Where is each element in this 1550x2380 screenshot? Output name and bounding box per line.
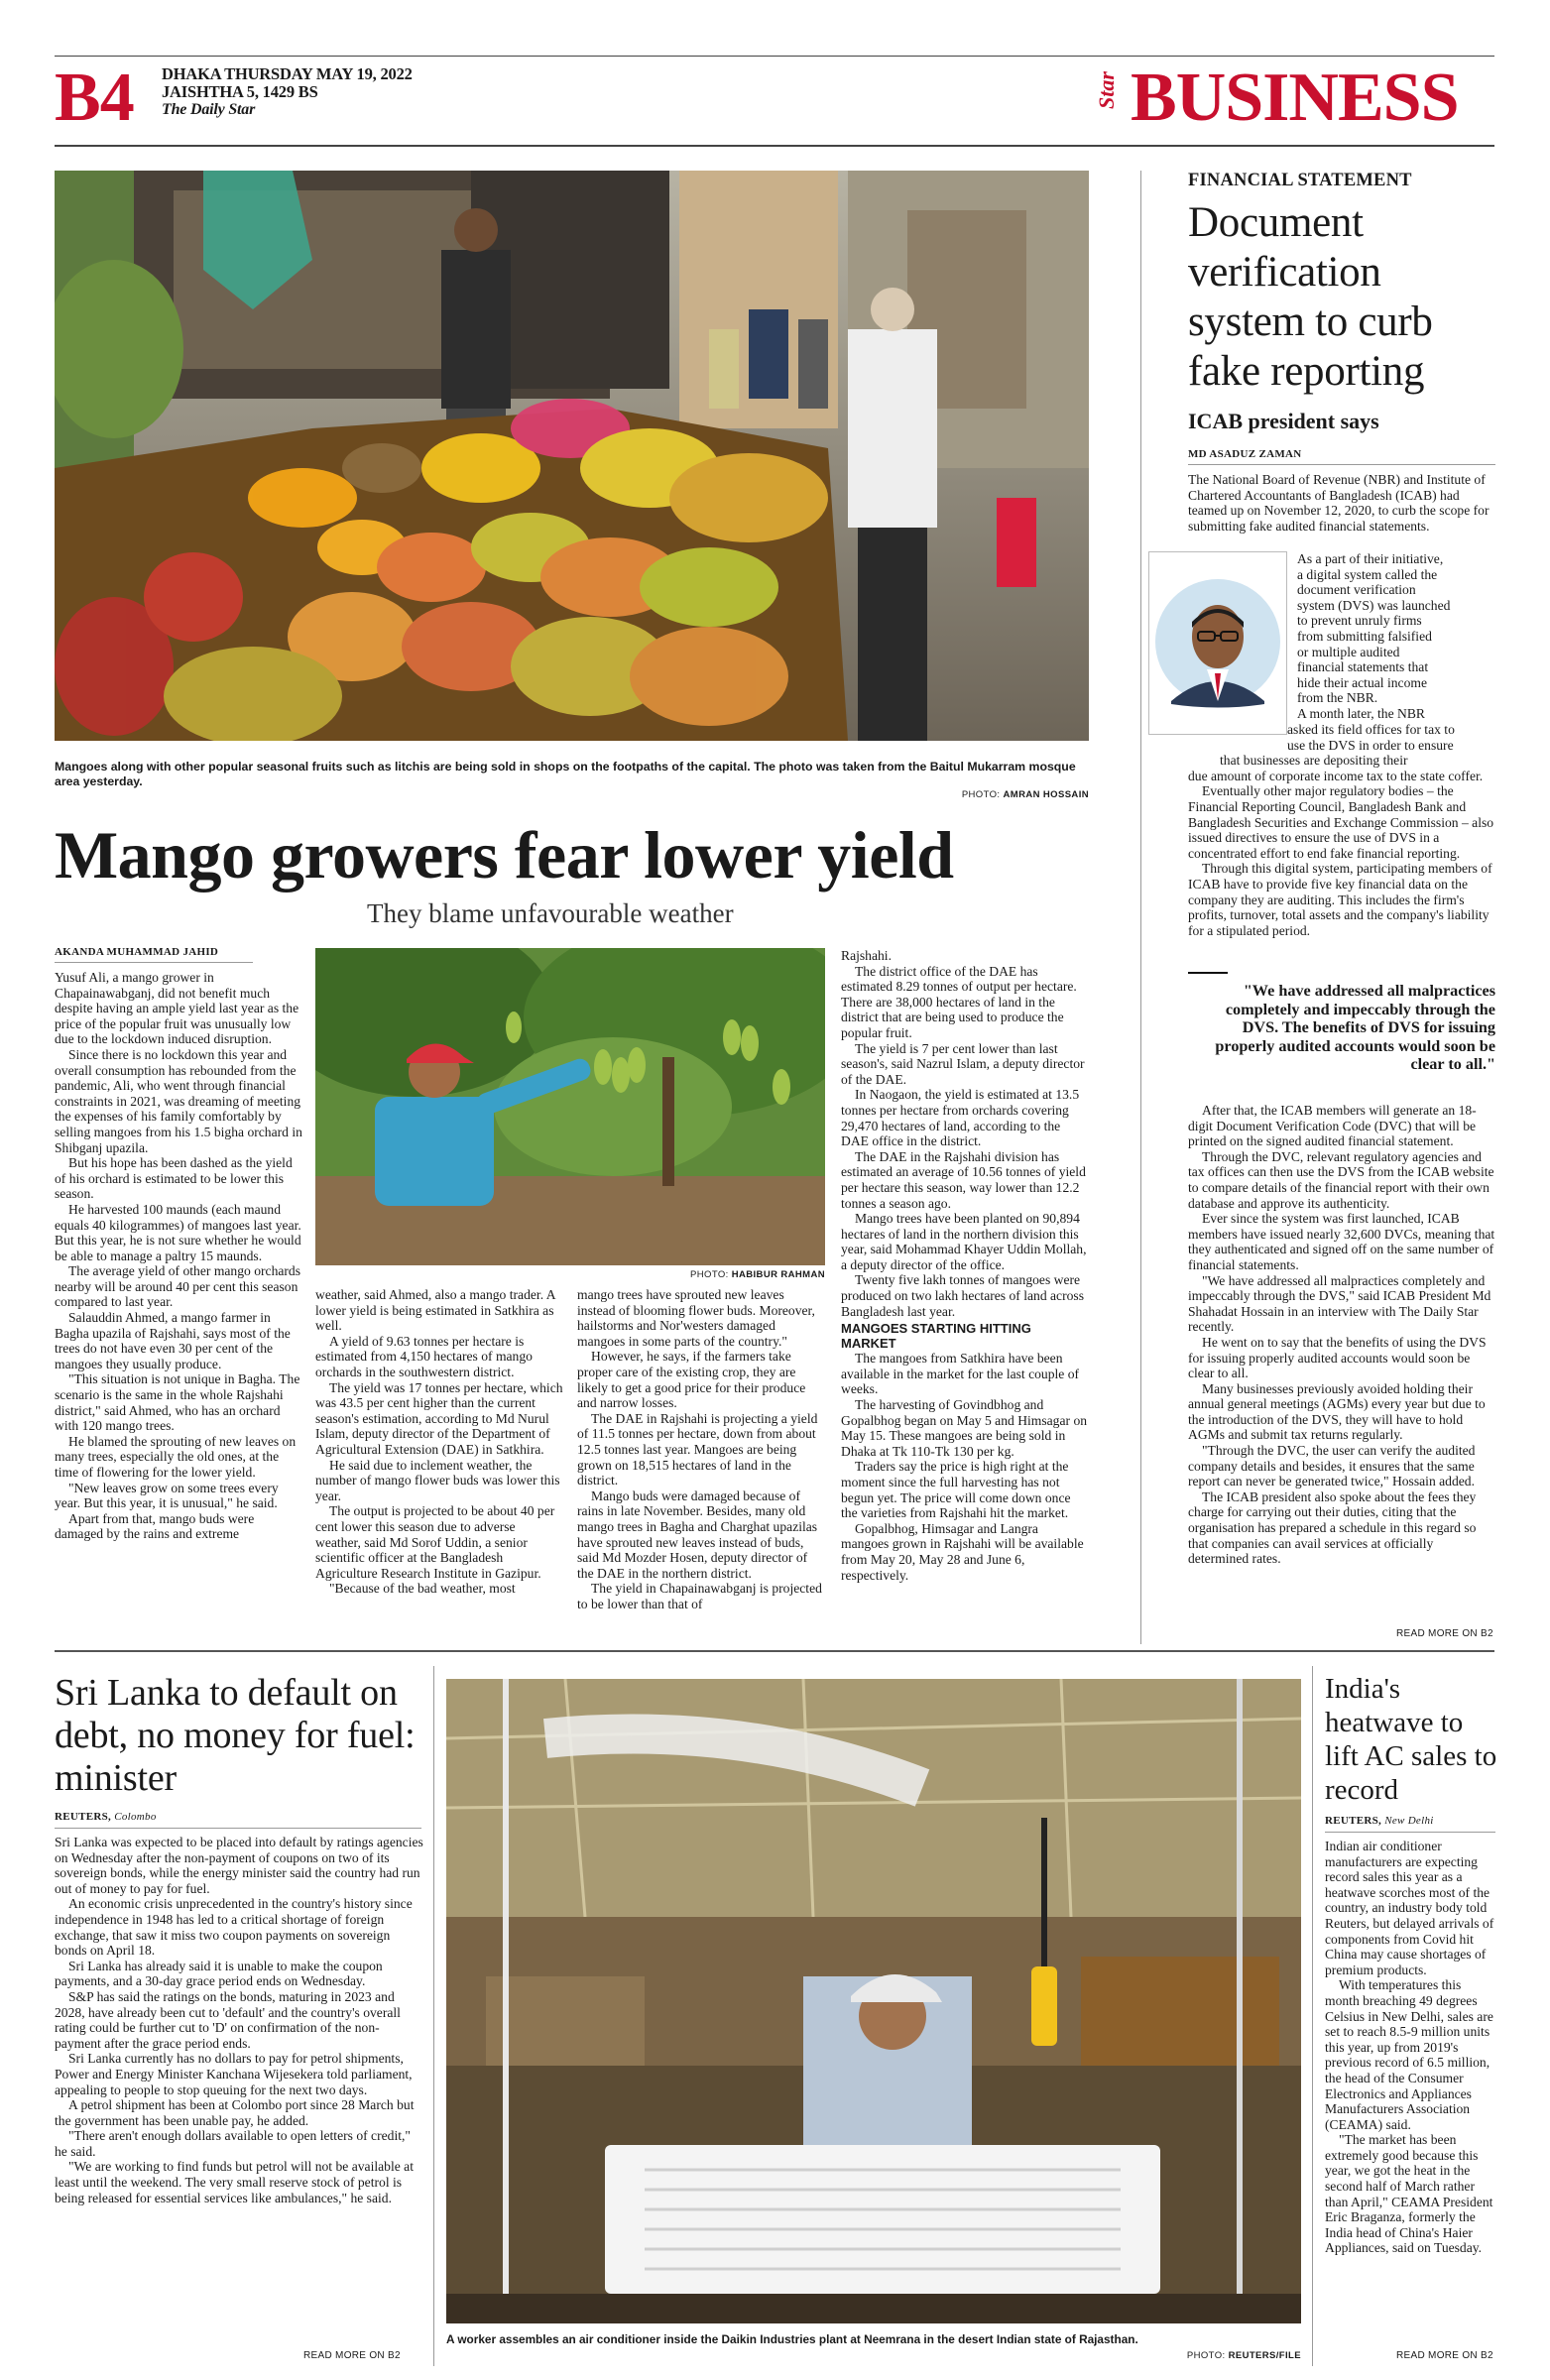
paragraph: The district office of the DAE has estimated 8.29 tonnes of output per hectare. There are 38,000 hectares of land in the district that are being used to produce the popular fruit. — [841, 963, 1077, 1040]
credit-label: PHOTO: — [961, 789, 1001, 800]
credit-name: REUTERS/FILE — [1228, 2350, 1301, 2361]
paragraph: Gopalbhog, Himsagar and Langra mangoes grown in Rajshahi will be available from May 20, May 28 and June 6, respectively. — [841, 1520, 1084, 1583]
paragraph: The ICAB president also spoke about the fees they charge for carrying out their duties, citing that the organisation has prepared a schedule in this regard so that companies can avail services at officially determined rates. — [1188, 1488, 1477, 1567]
paragraph: He said due to inclement weather, the number of mango flower buds was lower this year. — [315, 1457, 560, 1503]
paragraph: Sri Lanka was expected to be placed into default by ratings agencies on Wednesday after the non-payment of coupons on two of its sovereign bonds, while the energy minister said the country had run out of money to pay for fuel. — [55, 1835, 423, 1896]
wrap-line: to prevent unruly firms — [1297, 613, 1422, 629]
paragraph: weather, said Ahmed, also a mango trader. A lower yield is being estimated in Satkhira as well. — [315, 1287, 555, 1334]
paragraph: The yield was 17 tonnes per hectare, which was 43.5 per cent higher than the current season's estimation, according to Md Nurul Islam, deputy director of the Department of Agricultural Extension (DAE) in Satkhira. — [315, 1379, 563, 1457]
fs-byline-rule — [1188, 464, 1495, 465]
icab-president-portrait — [1148, 551, 1287, 735]
paragraph: Traders say the price is high right at the moment since the full harvesting has not begun yet. The price will come down once the varieties from Rajshahi hit the market. — [841, 1459, 1071, 1521]
paragraph: The DAE in the Rajshahi division has estimated an average of 10.56 tonnes of yield per hectare this season, way lower than 12.2 tonnes a season ago. — [841, 1148, 1086, 1211]
fs-wrap-text — [1297, 551, 1495, 722]
mango-farmer-photo — [315, 948, 825, 1265]
paragraph: But his hope has been dashed as the yield of his orchard is estimated to be lower this season. — [55, 1155, 293, 1202]
paragraph: The mangoes from Satkhira have been available in the market for the last couple of weeks. — [841, 1351, 1080, 1397]
paragraph: The average yield of other mango orchards nearby will be around 40 per cent this season compared to last year. — [55, 1263, 301, 1310]
paragraph: mango trees have sprouted new leaves instead of blooming flower buds. Moreover, hailstorms and Nor'westers damaged mangoes in some parts of the country." — [577, 1287, 815, 1349]
paragraph: Mango trees have been planted on 90,894 hectares of land in the northern division this year, said Mohammad Khayer Uddin Mollah, a deputy director of the office. — [841, 1211, 1087, 1272]
sl-byline — [55, 1811, 157, 1823]
sl-headline: Sri Lanka to default on debt, no money for fuel: minister — [55, 1672, 416, 1799]
paragraph: The harvesting of Govindbhog and Gopalbhog began on May 5 and Himsagar on May 15. These mangoes are being sold in Dhaka at Tk 110-Tk 130 per kg. — [841, 1397, 1088, 1459]
paragraph: Eventually other major regulatory bodies – the Financial Reporting Council, Bangladesh Bank and Bangladesh Securities and Exchange Commission – also issued directives to ensure the use of DVS in a concentrated effort to end fake financial reporting. — [1188, 783, 1494, 861]
masthead-top-rule — [55, 56, 1494, 57]
fs-byline: MD ASADUZ ZAMAN — [1188, 448, 1302, 460]
paragraph: With temperatures this month breaching 49 degrees Celsius in New Delhi, sales are set to reach 8.5-9 million units this year, up from 2019's previous record of 6.5 million, the head of the Consumer Electronics and Appliances Manufacturers Association (CEAMA) said. — [1325, 1977, 1493, 2132]
fs-wrap-text-lower — [1188, 722, 1495, 938]
paragraph: The yield in Chapainawabganj is projected to be lower than that of — [577, 1581, 822, 1611]
paper-name: The Daily Star — [162, 101, 256, 118]
wrap-line: that businesses are depositing their — [1220, 753, 1408, 769]
paragraph: However, he says, if the farmers take proper care of the existing crop, they are likely to get a good price for their produce and narrow losses. — [577, 1349, 806, 1411]
fs-top-paragraph: The National Board of Revenue (NBR) and Institute of Chartered Accountants of Bangladesh (ICAB) had teamed up on November 12, 2020, to curb the scope for submitting fake audited financial statements. — [1188, 472, 1490, 534]
credit-name: AMRAN HOSSAIN — [1003, 789, 1089, 800]
paragraph: The DAE in Rajshahi is projecting a yield of 11.5 tonnes per hectare, down from about 12.5 tonnes last year. Mangoes are being grown on 18,515 hectares of land in the district. — [577, 1410, 818, 1488]
paragraph: "This situation is not unique in Bagha. The scenario is the same in the whole Rajshahi district," said Ahmed, who has an orchard with 120 mango trees. — [55, 1371, 300, 1434]
wrap-line: financial statements that — [1297, 659, 1429, 675]
wrap-line: asked its field offices for tax to — [1287, 722, 1455, 737]
paragraph: "The market has been extremely good because this year, we got the heat in the second half of March rather than April," CEAMA President Eric Braganza, formerly the India head of China's Haier Appliances, said on Tuesday. — [1325, 2132, 1493, 2256]
paragraph: Sri Lanka currently has no dollars to pay for petrol shipments, Power and Energy Minister Kanchana Wijesekera told parliament, appealing to people to stop queuing for the next two days. — [55, 2051, 413, 2097]
mango-headline: Mango growers fear lower yield — [55, 817, 954, 892]
paragraph: He blamed the sprouting of new leaves on many trees, especially the old ones, at the time of flowering for the lower yield. — [55, 1433, 297, 1480]
fs-headline: Document verification system to curb fake reporting — [1188, 199, 1433, 395]
paragraph: Indian air conditioner manufacturers are expecting record sales this year as a heatwave scorches most of the country, an industry body told Reuters, but delayed arrivals of components from Covid hit China may cause shortages of premium products. — [1325, 1839, 1494, 1977]
byline-agency: REUTERS, — [1325, 1815, 1382, 1827]
paragraph: "We are working to find funds but petrol will not be available at least until the weekend. The very small reserve stock of petrol is being released for essential services like ambulances," he said. — [55, 2159, 414, 2205]
sl-read-more-link[interactable]: READ MORE ON B2 — [303, 2350, 401, 2361]
india-byline-rule — [1325, 1832, 1495, 1833]
ac-photo-caption: A worker assembles an air conditioner inside the Daikin Industries plant at Neemrana in the desert Indian state of Rajasthan. — [446, 2332, 1138, 2346]
paragraph: Ever since the system was first launched, ICAB members have issued nearly 32,600 DVCs, meaning that they authenticated and signed off on the same number of financial statements. — [1188, 1211, 1495, 1272]
paragraph: due amount of corporate income tax to the state coffer. — [1188, 768, 1484, 783]
paragraph: "There aren't enough dollars available to open letters of credit," he said. — [55, 2128, 411, 2159]
wrap-line: a digital system called the — [1297, 566, 1438, 582]
wrap-line: use the DVS in order to ensure — [1287, 737, 1454, 753]
wrap-line: or multiple audited — [1297, 644, 1400, 659]
india-body — [1325, 1839, 1495, 2256]
paragraph: Through the DVC, relevant regulatory agencies and tax offices can then use the DVS from the ICAB website to compare details of the financial report with their own database and approve its authenticity. — [1188, 1148, 1494, 1211]
page-number: B4 — [55, 60, 134, 136]
mango-col-2 — [315, 1287, 563, 1597]
fruit-market-photo — [55, 171, 1089, 741]
wrap-line: As a part of their initiative, — [1297, 551, 1444, 566]
ac-factory-illustration — [446, 1679, 1301, 2323]
fs-bottom-text — [1188, 1103, 1495, 1567]
section-name: BUSINESS — [1131, 60, 1459, 136]
quote-rule — [1188, 972, 1228, 974]
ac-right-rule — [1312, 1666, 1313, 2366]
byline-location: New Delhi — [1384, 1815, 1434, 1827]
credit-name: HABIBUR RAHMAN — [731, 1269, 825, 1280]
byline-location: Colombo — [114, 1811, 157, 1823]
paragraph: Salauddin Ahmed, a mango farmer in Bagha upazila of Rajshahi, says most of the trees do not have even 30 per cent of the mangoes they usually produce. — [55, 1310, 291, 1371]
fs-pull-quote: "We have addressed all malpractices completely and impeccably through the DVS. The benefits of DVS for issuing properly audited accounts would soon be clear to all." — [1215, 982, 1495, 1074]
paragraph: An economic crisis unprecedented in the country's history since independence in 1948 has led to a critical shortage of foreign exchange, that saw it miss two coupon payments on sovereign bonds on April 18. — [55, 1896, 413, 1959]
paragraph: "We have addressed all malpractices completely and impeccably through the DVS," said ICAB President Md Shahadat Hossain in an interview with The Daily Star recently. — [1188, 1272, 1491, 1335]
paragraph: "Through the DVC, the user can verify the audited company details and besides, it ensures that the same report can never be generated twice," Hossain added. — [1188, 1443, 1476, 1489]
paragraph: In Naogaon, the yield is estimated at 13.5 tonnes per hectare from orchards covering 29,470 hectares of land, according to the DAE office in the district. — [841, 1087, 1080, 1149]
credit-label: PHOTO: — [690, 1269, 729, 1280]
india-byline — [1325, 1815, 1434, 1827]
paragraph: Yusuf Ali, a mango grower in Chapainawabganj, did not benefit much despite having an ample yield last year as the price of the popular fruit was unusually low due to the lockdown induced disruption. — [55, 970, 299, 1047]
portrait-illustration — [1149, 552, 1286, 734]
paragraph: Rajshahi. — [841, 948, 892, 963]
paragraph: Twenty five lakh tonnes of mangoes were produced on two lakh hectares of land across Bangladesh last year. — [841, 1272, 1084, 1319]
india-headline: India's heatwave to lift AC sales to record — [1325, 1673, 1497, 1806]
dateline — [162, 65, 413, 119]
credit-label: PHOTO: — [1186, 2350, 1226, 2361]
paragraph: He went on to say that the benefits of using the DVS for issuing properly audited accounts would soon be clear to all. — [1188, 1334, 1487, 1381]
sl-byline-rule — [55, 1828, 421, 1829]
ac-factory-photo — [446, 1679, 1301, 2323]
bangla-date-text: JAISHTHA 5, 1429 BS — [162, 82, 318, 101]
mango-subhead: They blame unfavourable weather — [367, 898, 734, 928]
paragraph: Through this digital system, participating members of ICAB have to provide five key financial data on the company they are auditing. This includes the firm's profits, turnover, total assets and the company's liability for a stipulated period. — [1188, 861, 1492, 938]
wrap-line: hide their actual income — [1297, 674, 1427, 690]
right-column-rule — [1140, 171, 1141, 1644]
mango-col-1 — [55, 970, 302, 1542]
paragraph: Since there is no lockdown this year and overall consumption has rebounded from the pandemic, Ali, who went through financial constraints in 2021, was dreaming of meeting the expenses of his family comfortably by selling mangoes from his 1.5 bigha orchard in Shibganj upazila. — [55, 1046, 302, 1155]
paragraph: "Because of the bad weather, most — [329, 1581, 516, 1597]
paragraph: Sri Lanka has already said it is unable to make the coupon payments, and a 30-day grace period ends on Wednesday. — [55, 1958, 383, 1989]
byline-agency: REUTERS, — [55, 1811, 112, 1823]
mango-section-subhead: MANGOES STARTING HITTING MARKET — [841, 1321, 1031, 1352]
wrap-line: from the NBR. — [1297, 690, 1378, 706]
paragraph: Apart from that, mango buds were damaged by the rains and extreme — [55, 1510, 255, 1542]
india-read-more-link[interactable]: READ MORE ON B2 — [1396, 2350, 1493, 2361]
wrap-line: system (DVS) was launched — [1297, 597, 1451, 613]
fs-read-more-link[interactable]: READ MORE ON B2 — [1396, 1628, 1493, 1639]
paragraph: He harvested 100 maunds (each maund equals 40 kilogrammes) of mangoes last year. But this year, he is not sure whether he would be able to manage a paltry 15 maunds. — [55, 1201, 301, 1263]
date-text: DHAKA THURSDAY MAY 19, 2022 — [162, 64, 413, 83]
paragraph: After that, the ICAB members will generate an 18-digit Document Verification Code (DVC) that will be printed on the signed audited financial statement. — [1188, 1103, 1477, 1149]
sl-body — [55, 1835, 423, 2205]
fs-kicker: FINANCIAL STATEMENT — [1188, 171, 1412, 190]
paragraph: A yield of 9.63 tonnes per hectare is estimated from 4,150 hectares of mango orchards in the southwestern district. — [315, 1333, 533, 1379]
paragraph: The output is projected to be about 40 per cent lower this season due to adverse weather, said Md Sorof Uddin, a senior scientific officer at the Bangladesh Agriculture Research Institute in Gazipur. — [315, 1503, 555, 1581]
wrap-line: from submitting falsified — [1297, 628, 1432, 644]
ac-photo-credit — [1131, 2350, 1301, 2361]
star-logo: Star — [1093, 71, 1119, 109]
paragraph: Mango buds were damaged because of rains in late November. Besides, many old mango trees in Bagha and Charghat upazilas have sprouted new leaves instead of buds, said Md Mozder Hosen, deputy director of the DAE in the northern district. — [577, 1488, 818, 1581]
paragraph: "New leaves grow on some trees every year. But this year, it is unusual," he said. — [55, 1480, 279, 1511]
fruit-market-illustration — [55, 171, 1089, 741]
wrap-line: document verification — [1297, 582, 1416, 598]
top-photo-caption: Mangoes along with other popular seasonal fruits such as litchis are being sold in shops on the footpaths of the capital. The photo was taken from the Baitul Mukarram mosque area yesterday. — [55, 760, 1076, 788]
mango-col-4 — [841, 948, 1089, 1583]
masthead-bottom-rule — [55, 145, 1494, 147]
paragraph: A petrol shipment has been at Colombo port since 28 March but the government has been unable pay, he added. — [55, 2097, 415, 2128]
fs-subhead: ICAB president says — [1188, 409, 1379, 433]
section-divider — [55, 1650, 1494, 1652]
mango-photo-credit — [635, 1269, 825, 1280]
byline-rule — [55, 962, 253, 963]
paragraph: S&P has said the ratings on the bonds, maturing in 2023 and 2028, have already been cut to 'default' and the country's overall rating could be further cut to 'D' on confirmation of the non-payment after the grace period ends. — [55, 1988, 401, 2051]
mango-farmer-illustration — [315, 948, 825, 1265]
paragraph: The yield is 7 per cent lower than last season's, said Nazrul Islam, a deputy director of the DAE. — [841, 1040, 1085, 1087]
mango-byline: AKANDA MUHAMMAD JAHID — [55, 946, 219, 958]
ac-left-rule — [433, 1666, 434, 2366]
top-photo-credit — [950, 789, 1089, 800]
paragraph: Many businesses previously avoided holding their annual general meetings (AGMs) every year but due to the introduction of the DVS, they will have to hold AGMs and submit tax returns regularly. — [1188, 1380, 1486, 1443]
wrap-line: A month later, the NBR — [1297, 705, 1425, 721]
mango-col-3 — [577, 1287, 825, 1611]
